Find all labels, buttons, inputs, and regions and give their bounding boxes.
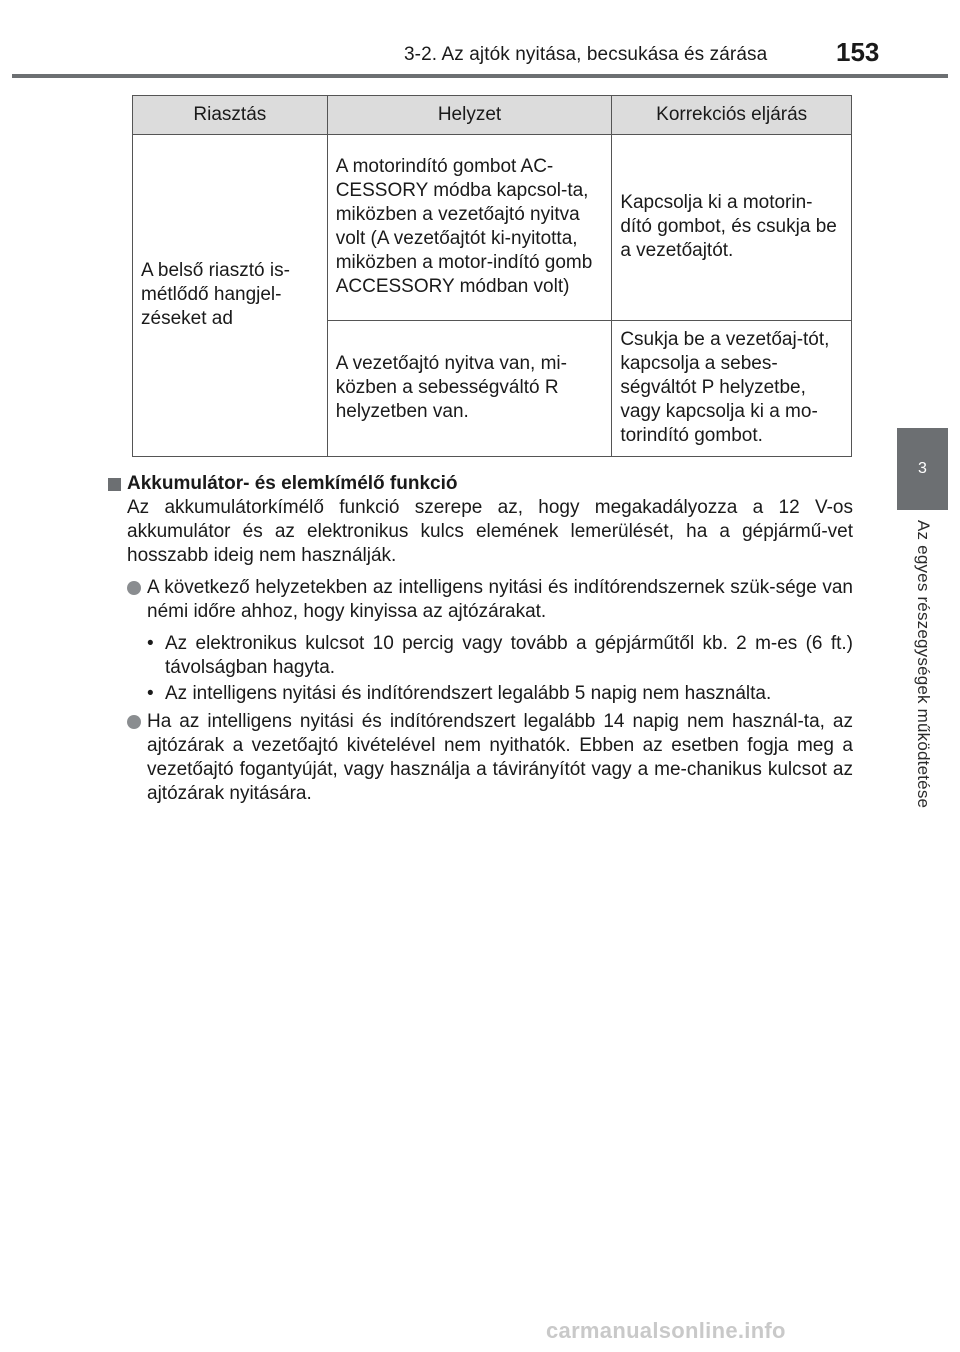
round-bullet-icon xyxy=(127,581,141,595)
chapter-title: Az egyes részegységek működtetése xyxy=(914,520,933,809)
section-heading xyxy=(108,472,853,496)
square-bullet-icon xyxy=(108,478,121,491)
page-header-title: 3-2. Az ajtók nyitása, becsukása és zárása xyxy=(404,44,768,65)
section-title: Akkumulátor- és elemkímélő funkció xyxy=(127,473,458,494)
list-item xyxy=(127,576,853,624)
sub-bullet-icon: • xyxy=(147,633,154,654)
sub-item-text: Az intelligens nyitási és indítórendszert legalább 5 napig nem használta. xyxy=(165,683,772,704)
sub-item-text: Az elektronikus kulcsot 10 percig vagy tovább a gépjárműtől kb. 2 m-es (6 ft.) távolságban hagyta. xyxy=(165,633,853,678)
bullet-text: Ha az intelligens nyitási és indítórendszert legalább 14 napig nem használ-ta, az ajtózárak a vezetőajtó kivételével nem nyithatók. Ebben az esetben fogja meg a vezetőajtó fogantyúját, vagy használja a távirányítót vagy a me-chanikus kulcsot az ajtózárak nyitására. xyxy=(147,711,853,804)
situation-cell: A motorindító gombot AC-CESSORY módba kapcsol-ta, miközben a vezetőajtó nyitva volt (A vezetőajtót ki-nyitotta, miközben a motor-indító gomb ACCESSORY módban volt) xyxy=(327,135,612,321)
round-bullet-icon xyxy=(127,715,141,729)
header-situation: Helyzet xyxy=(327,96,612,135)
chapter-number: 3 xyxy=(918,460,927,477)
chapter-tab xyxy=(897,428,948,510)
table-header-row xyxy=(133,96,852,135)
list-item xyxy=(147,682,853,706)
watermark: carmanualsonline.info xyxy=(546,1318,786,1343)
list-item xyxy=(147,632,853,680)
header-rule xyxy=(12,74,948,78)
list-item xyxy=(127,710,853,806)
alarm-cell: A belső riasztó is-métlődő hangjel-zéseket ad xyxy=(133,135,328,457)
header-alarm: Riasztás xyxy=(133,96,328,135)
page-number: 153 xyxy=(836,37,880,67)
action-cell: Kapcsolja ki a motorin-dító gombot, és csukja be a vezetőajtót. xyxy=(612,135,852,321)
table-row xyxy=(133,135,852,321)
battery-saver-section xyxy=(108,472,853,806)
bullet-text: A következő helyzetekben az intelligens nyitási és indítórendszernek szük-sége van némi időre ahhoz, hogy kinyissa az ajtózárakat. xyxy=(147,577,853,622)
section-intro: Az akkumulátorkímélő funkció szerepe az, hogy megakadályozza a 12 V-os akkumulátor és az elektronikus kulcs elemének lemerülését, ha a gépjármű-vet hosszabb ideig nem használják. xyxy=(127,497,853,566)
header-action: Korrekciós eljárás xyxy=(612,96,852,135)
sub-bullet-icon: • xyxy=(147,683,154,704)
action-cell: Csukja be a vezetőaj-tót, kapcsolja a sebes-ségváltót P helyzetbe, vagy kapcsolja ki a mo-torindító gombot. xyxy=(612,321,852,457)
alarm-table xyxy=(132,95,852,457)
situation-cell: A vezetőajtó nyitva van, mi-közben a sebességváltó R helyzetben van. xyxy=(327,321,612,457)
